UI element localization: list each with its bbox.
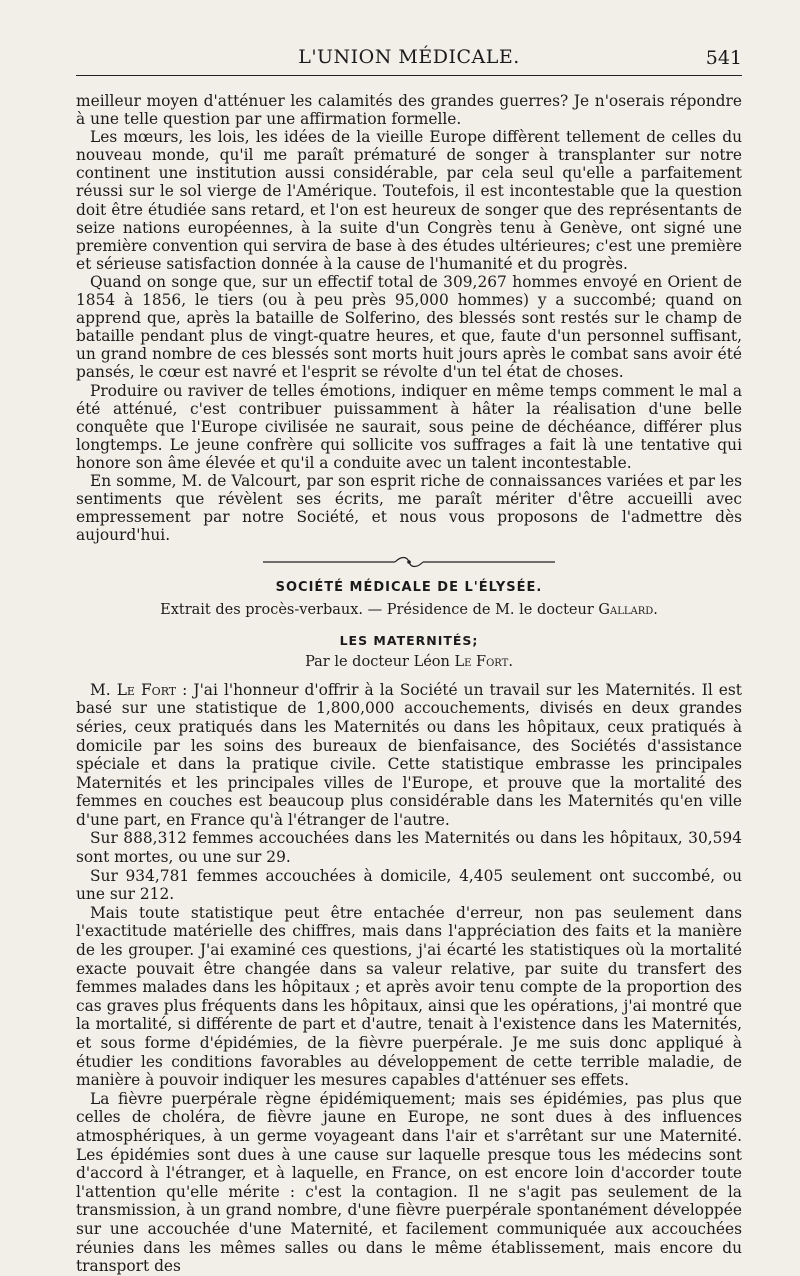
ornamental-rule-icon: [259, 553, 559, 571]
header-rule: [76, 75, 742, 76]
author-name: Le Fort: [454, 653, 509, 670]
paragraph-text: J'ai l'honneur d'offrir à la Société un travail sur les Maternités. Il est basé sur une statistique de 1,800,000 accouchements, divisés en deux grandes séries, ceux pratiqués dans les Maternités ou dans les hôpitaux, ceux pratiqués à domicile par les soins des bureaux de bienfaisance, des Sociétés d'assistance spéciale et dans la pratique civile. Cette statistique embrasse les principales Maternités et les principales villes de l'Europe, et prouve que la mortalité des femmes en couches est beaucoup plus considérable dans les Maternités qu'en ville d'une part, en France qu'à l'étranger de l'autre.: [76, 680, 742, 829]
paragraph: Les mœurs, les lois, les idées de la vieille Europe diffèrent tellement de celles du nouveau monde, qu'il me paraît prématuré de songer à transplanter sur notre continent une institution aussi considérable, par cela seul qu'elle a parfaitement réussi sur le sol vierge de l'Amérique. Toutefois, il est incontestable que la question doit être étudiée sans retard, et l'on est heureux de songer que des représentants de seize nations européennes, à la suite d'un Congrès tenu à Genève, ont signé une première convention qui servira de base à des études ultérieures; c'est une première et sérieuse satisfaction donnée à la cause de l'humanité et du progrès.: [76, 128, 742, 273]
article-title: LES MATERNITÉS;: [339, 632, 479, 648]
paragraph: Sur 888,312 femmes accouchées dans les Maternités ou dans les hôpitaux, 30,594 sont mortes, ou une sur 29.: [76, 829, 742, 867]
paragraph: Sur 934,781 femmes accouchées à domicile, 4,405 seulement ont succombé, ou une sur 212.: [76, 866, 742, 904]
running-title: L'UNION MÉDICALE.: [298, 46, 520, 68]
minutes-prefix: Extrait des procès-verbaux. — Présidence de M. le docteur: [160, 602, 594, 619]
speaker-name: M. Le Fort :: [90, 680, 188, 699]
page-body: [76, 92, 742, 1276]
article-body: [76, 681, 742, 1276]
society-heading: SOCIÉTÉ MÉDICALE DE L'ÉLYSÉE.: [275, 580, 543, 596]
byline: [76, 653, 742, 671]
minutes-suffix: .: [653, 602, 658, 619]
paragraph: meilleur moyen d'atténuer les calamités des grandes guerres? Je n'oserais répondre à une telle question par une affirmation formelle.: [76, 92, 742, 129]
byline-suffix: .: [508, 653, 513, 670]
president-name: Gallard: [598, 602, 654, 619]
minutes-line: [76, 601, 742, 619]
paragraph: La fièvre puerpérale règne épidémiquement; mais ses épidémies, pas plus que celles de choléra, de fièvre jaune en Europe, ne sont dues à des influences atmosphériques, à un germe voyageant dans l'air et s'arrêtant sur une Maternité. Les épidémies sont dues à une cause sur laquelle presque tous les médecins sont d'accord à l'étranger, et à laquelle, en France, on est encore loin d'accorder toute l'attention qu'elle mérite : c'est la contagion. Il ne s'agit pas seulement de la transmission, à un grand nombre, d'une fièvre puerpérale spontanément développée sur une accouchée d'une Maternité, et facilement communiquée aux accouchées réunies dans les mêmes salles ou dans le même établissement, mais encore du transport des: [76, 1089, 742, 1276]
paragraph: En somme, M. de Valcourt, par son esprit riche de connaissances variées et par les sentiments que révèlent ses écrits, me paraît mériter d'être accueilli avec empressement par notre Société, et nous vous proposons de l'admettre dès aujourd'hui.: [76, 471, 742, 545]
paragraph: Mais toute statistique peut être entachée d'erreur, non pas seulement dans l'exactitude matérielle des chiffres, mais dans l'appréciation des faits et la manière de les grouper. J'ai examiné ces questions, j'ai écarté les statistiques où la mortalité exacte pouvait être changée dans sa valeur relative, par suite du transfert des femmes malades dans les hôpitaux ; et après avoir tenu compte de la proportion des cas graves plus fréquents dans les hôpitaux, ainsi que les opérations, j'ai montré que la mortalité, si différente de part et d'autre, tenait à l'existence dans les Maternités, et sous forme d'épidémies, de la fièvre puerpérale. Je me suis donc appliqué à étudier les conditions favorables au développement de cette terrible maladie, de manière à pouvoir indiquer les mesures capables d'atténuer ses effets.: [76, 903, 742, 1090]
paragraph: Produire ou raviver de telles émotions, indiquer en même temps comment le mal a été atténué, c'est contribuer puissamment à hâter la réalisation d'une belle conquête que l'Europe civilisée ne saurait, sous peine de déchéance, différer plus longtemps. Le jeune confrère qui sollicite vos suffrages a fait là une tentative qui honore son âme élevée et qu'il a conduite avec un talent incontestable.: [76, 381, 742, 472]
page-header: [76, 46, 742, 74]
byline-prefix: Par le docteur Léon: [305, 653, 450, 670]
section-ornament: [76, 553, 742, 571]
page-number: 541: [705, 47, 742, 69]
paragraph: [76, 681, 742, 830]
paragraph: Quand on songe que, sur un effectif total de 309,267 hommes envoyé en Orient de 1854 à 1856, le tiers (ou à peu près 95,000 hommes) y a succombé; quand on apprend que, après la bataille de Solferino, des blessés sont restés sur le champ de bataille pendant plus de vingt-quatre heures, et que, faute d'un personnel suffisant, un grand nombre de ces blessés sont morts huit jours après le combat sans avoir été pansés, le cœur est navré et l'esprit se révolte d'un tel état de choses.: [76, 272, 742, 382]
